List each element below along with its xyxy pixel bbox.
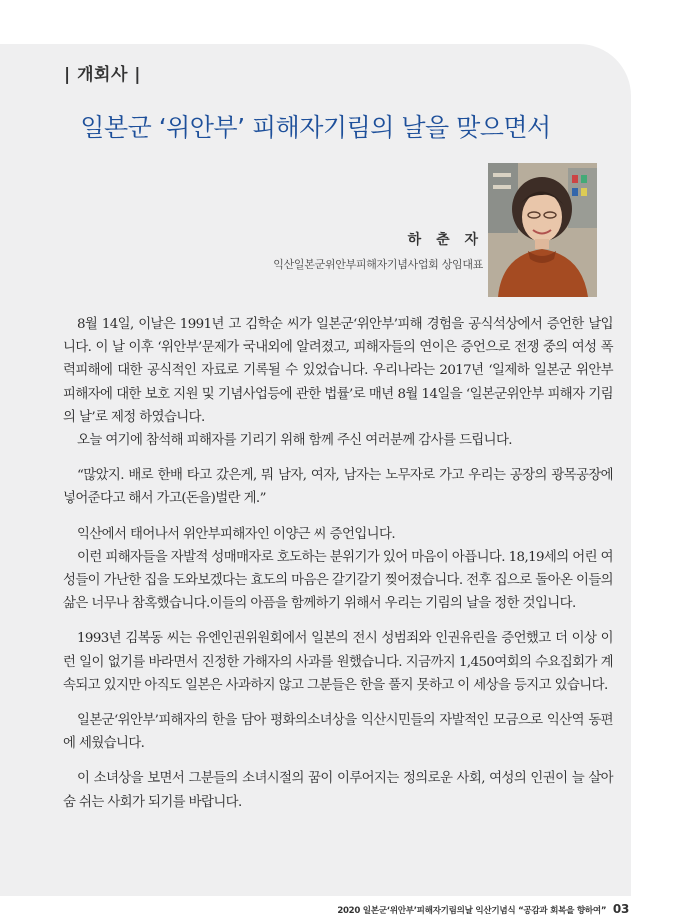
paragraph: 이런 피해자들을 자발적 성매매자로 호도하는 분위기가 있어 마음이 아픕니다. 18,19세의 어린 여성들이 가난한 집을 도와보겠다는 효도의 마음은 갈기갈기 찢어졌습니다. 전후 집으로 돌아온 이들의 삶은 너무나 참혹했습니다.이들의 아픔을 함께하기 위해서 우리는 기림의 날을 정한 것입니다. [63,549,613,612]
portrait-photo-icon [488,163,597,297]
paragraph: 일본군‘위안부’피해자의 한을 담아 평화의소녀상을 익산시민들의 자발적인 모금으로 익산역 동편에 세웠습니다. [63,713,613,752]
paragraph: 1993년 김복동 씨는 유엔인권위원회에서 일본의 전시 성범죄와 인권유린을 증언했고 더 이상 이런 일이 없기를 바라면서 진정한 가해자의 사과를 원했습니다. 지금까지 1,450여회의 수요집회가 계속되고 있지만 아직도 일본은 사과하지 않고 그분들은 한을 풀지 못하고 이 세상을 등지고 있습니다. [63,631,613,693]
paragraph: 익산에서 태어나서 위안부피해자인 이양근 씨 증언입니다. [77,526,395,542]
speech-body [63,313,613,814]
author-name: 하 춘 자 [407,232,483,248]
quote-paragraph: “많았지. 배로 한배 타고 갔은게, 뭐 남자, 여자, 남자는 노무자로 가고 우리는 공장의 광목공장에 넣어준다고 해서 가고(돈을)벌란 게.” [63,468,613,507]
page-footer [337,902,629,916]
author-photo [488,163,597,297]
paragraph: 이 소녀상을 보면서 그분들의 소녀시절의 꿈이 이루어지는 정의로운 사회, 여성의 인권이 늘 살아 숨 쉬는 사회가 되기를 바랍니다. [63,771,613,810]
author-role: 익산일본군위안부피해자기념사업회 상임대표 [273,258,483,271]
section-label: | 개회사 | [64,65,142,85]
paragraph: 8월 14일, 이날은 1991년 고 김학순 씨가 일본군‘위안부’피해 경험을 공식석상에서 증언한 날입니다. 이 날 이후 ‘위안부’문제가 국내외에 알려졌고, 피해자들의 연이은 증언으로 전쟁 중의 여성 폭력피해에 대한 공식적인 자료로 기록될 수 있었습니다. 우리나라는 2017년 ‘일제하 일본군 위안부 피해자에 대한 보호 지원 및 기념사업등에 관한 법률’로 매년 8월 14일을 ‘일본군위안부 피해자 기림의 날’로 제정 하였습니다. [63,317,613,425]
page-number: 03 [612,902,629,916]
paragraph: 오늘 여기에 참석해 피해자를 기리기 위해 함께 주신 여러분께 감사를 드립니다. [77,433,512,449]
page-title: 일본군 ‘위안부’ 피해자기림의 날을 맞으면서 [80,113,551,142]
footer-text: 2020 일본군‘위안부’피해자기림의날 익산기념식 “공감과 회복을 향하여” [337,906,607,916]
